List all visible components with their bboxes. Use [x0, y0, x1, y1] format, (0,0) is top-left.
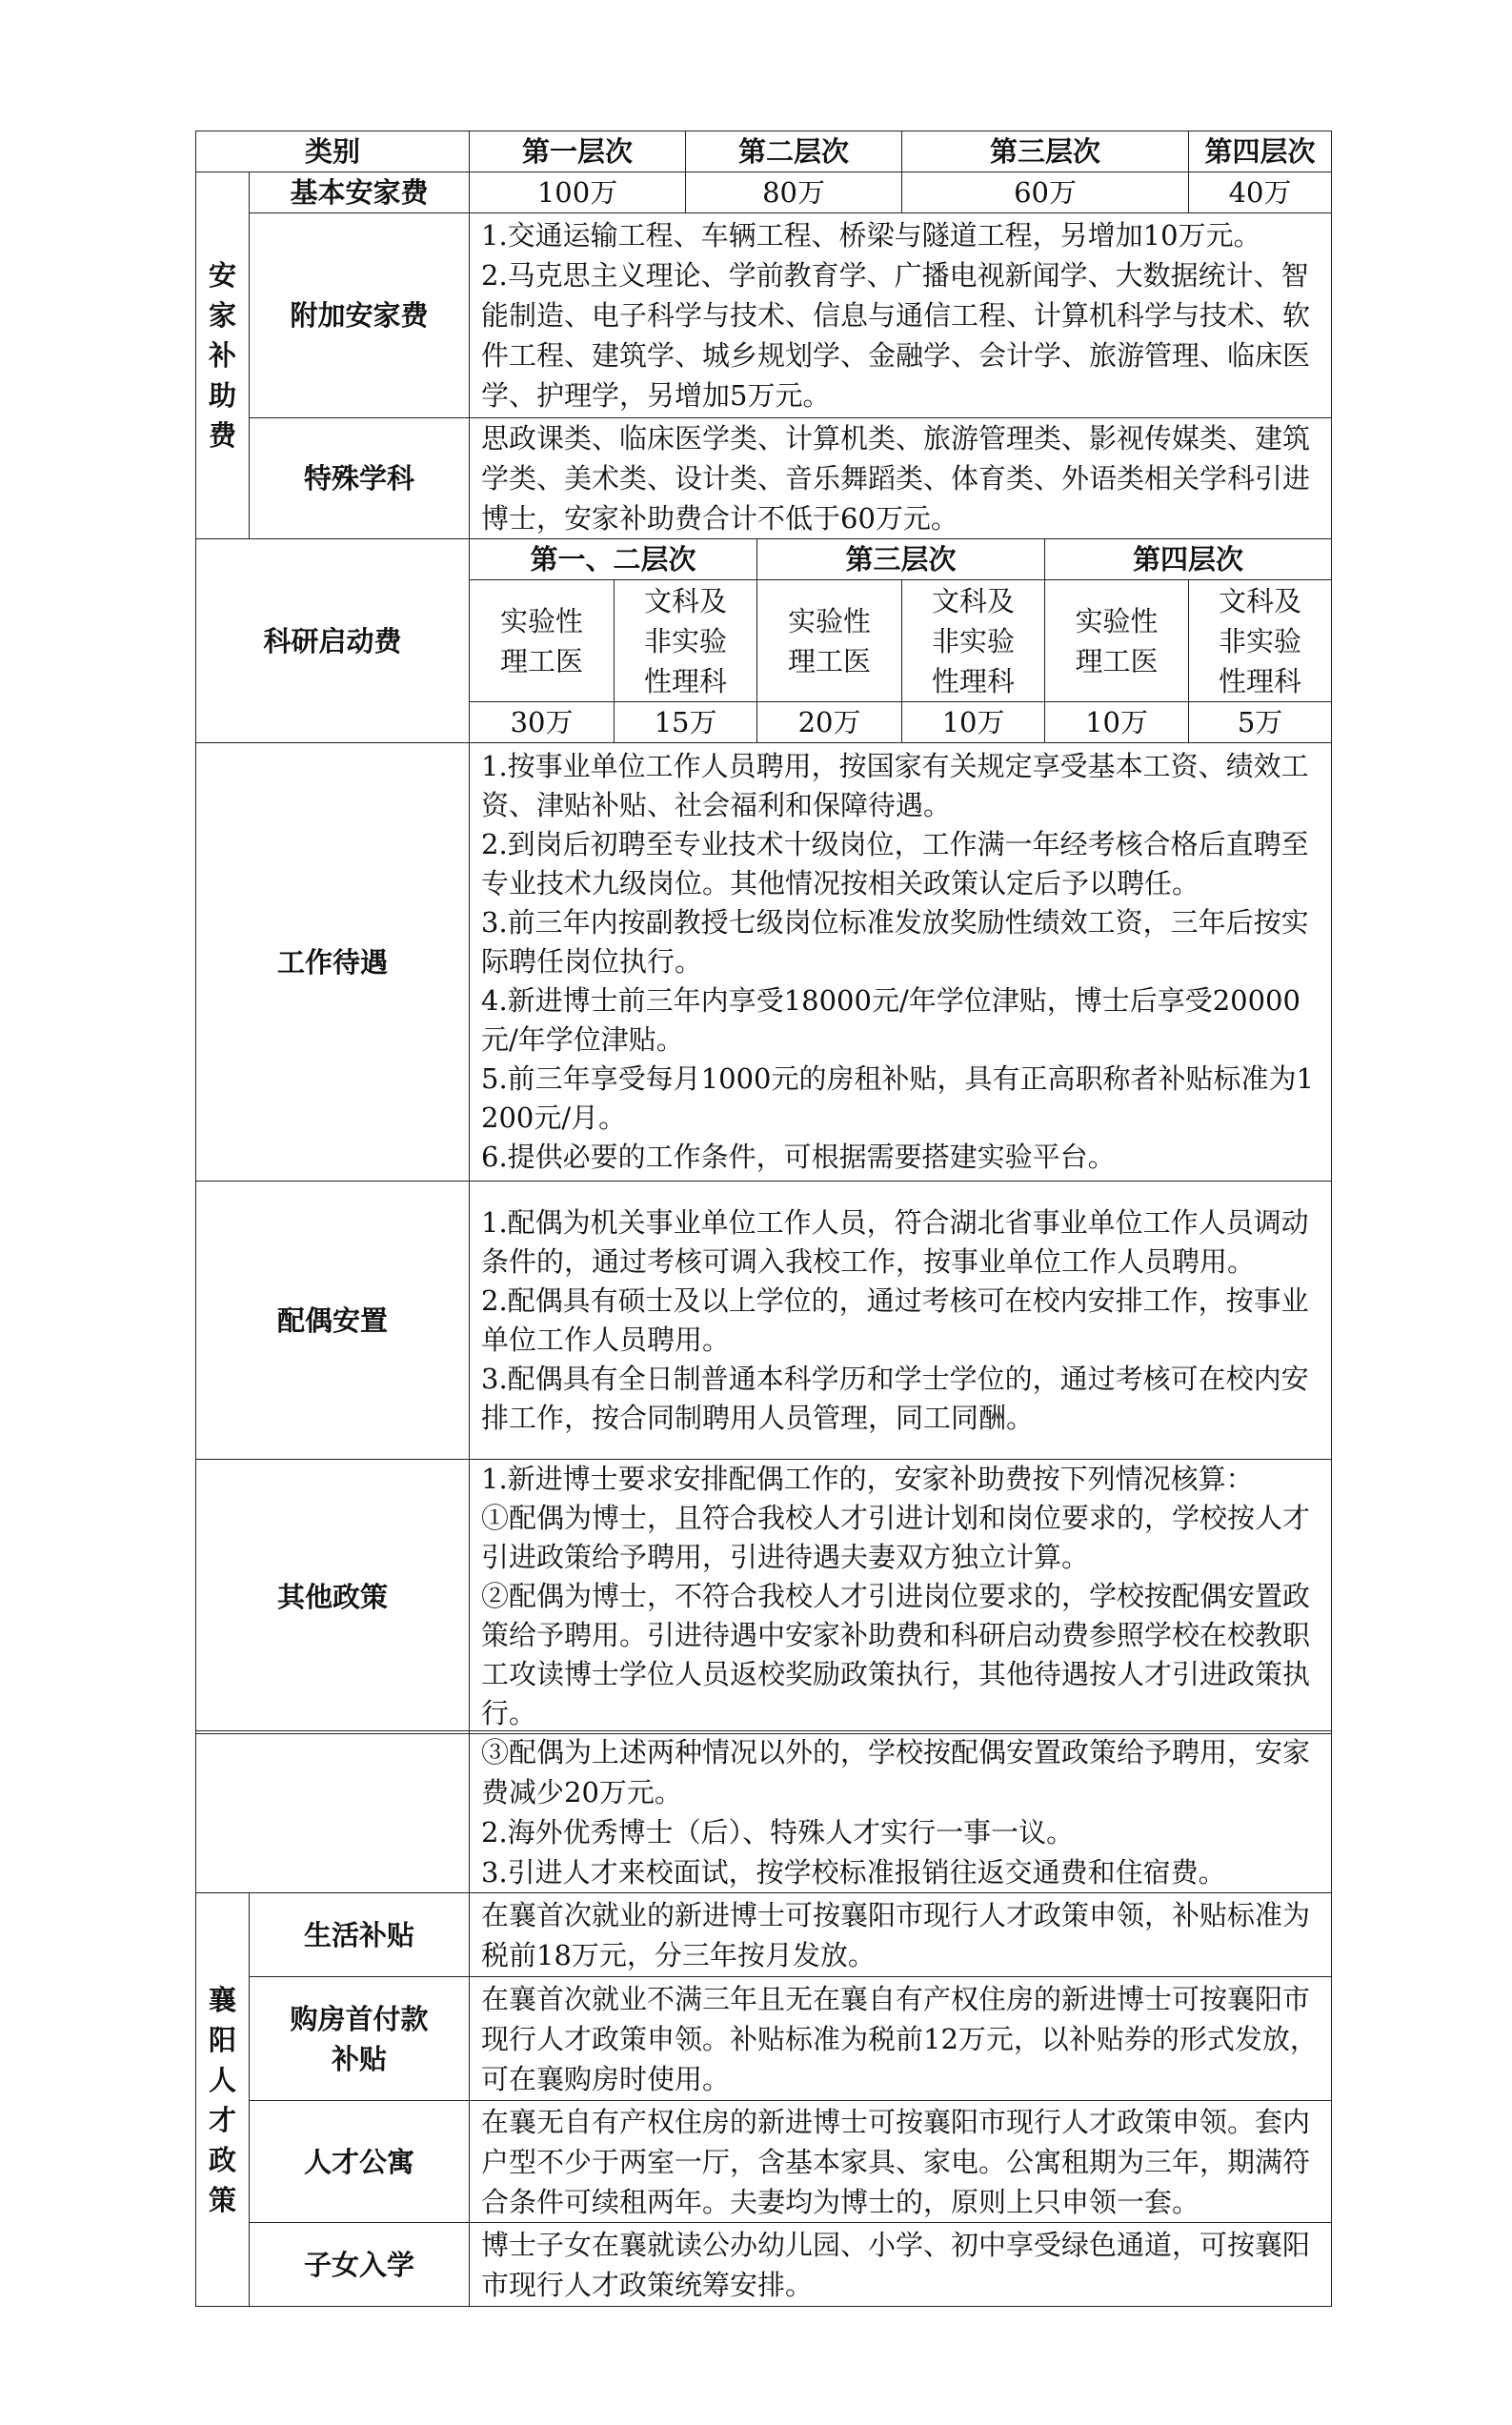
basic-settlement-label: 基本安家费	[250, 172, 470, 213]
research-type-6: 文科及非实验性理科	[1189, 580, 1332, 702]
research-type-3: 实验性理工医	[757, 580, 902, 702]
talent-apartment-label: 人才公寓	[250, 2101, 470, 2223]
other-policies-continued-text: ③配偶为上述两种情况以外的，学校按配偶安置政策给予聘用，安家费减少20万元。 2.海外优秀博士（后）、特殊人才实行一事一议。 3.引进人才来校面试，按学校标准报销往返交通费和住宿费。	[470, 1731, 1332, 1893]
policy-table-continued	[195, 1730, 1332, 2307]
policy-table-main	[195, 131, 1332, 1734]
special-disciplines-label: 特殊学科	[250, 418, 470, 539]
research-value-3: 20万	[757, 702, 902, 743]
basic-settlement-row	[196, 172, 1332, 213]
basic-value-3: 60万	[902, 172, 1189, 213]
down-payment-text: 在襄首次就业不满三年且无在襄自有产权住房的新进博士可按襄阳市现行人才政策申领。补贴标准为税前12万元，以补贴券的形式发放，可在襄购房时使用。	[470, 1977, 1332, 2101]
xiangyang-row-living	[196, 1893, 1332, 1977]
header-category: 类别	[196, 131, 470, 172]
basic-value-2: 80万	[686, 172, 902, 213]
research-value-6: 5万	[1189, 702, 1332, 743]
additional-settlement-row	[196, 213, 1332, 418]
children-school-label: 子女入学	[250, 2223, 470, 2307]
research-value-5: 10万	[1045, 702, 1189, 743]
other-policies-continued-label	[196, 1731, 470, 1893]
additional-settlement-label: 附加安家费	[250, 213, 470, 418]
down-payment-label: 购房首付款补贴	[250, 1977, 470, 2101]
research-type-1: 实验性理工医	[470, 580, 615, 702]
research-type-5: 实验性理工医	[1045, 580, 1189, 702]
header-level-4: 第四层次	[1189, 131, 1332, 172]
children-school-text: 博士子女在襄就读公办幼儿园、小学、初中享受绿色通道，可按襄阳市现行人才政策统筹安排。	[470, 2223, 1332, 2307]
xiangyang-row-housing	[196, 1977, 1332, 2101]
research-type-2: 文科及非实验性理科	[615, 580, 757, 702]
xiangyang-row-school	[196, 2223, 1332, 2307]
other-policies-text: 1.新进博士要求安排配偶工作的，安家补助费按下列情况核算： ①配偶为博士，且符合我校人才引进计划和岗位要求的，学校按人才引进政策给予聘用，引进待遇夫妻双方独立计算。 ②配偶为博士，不符合我校人才引进岗位要求的，学校按配偶安置政策给予聘用。引进待遇中安家补助费和科研启动费参照学校在校教职工攻读博士学位人员返校奖励政策执行，其他待遇按人才引进政策执行。	[470, 1460, 1332, 1734]
header-level-1: 第一层次	[470, 131, 686, 172]
research-value-1: 30万	[470, 702, 615, 743]
research-value-4: 10万	[902, 702, 1045, 743]
research-level-4: 第四层次	[1045, 539, 1332, 580]
other-policies-row	[196, 1460, 1332, 1734]
research-level-3: 第三层次	[757, 539, 1045, 580]
work-treatment-label: 工作待遇	[196, 743, 470, 1182]
spouse-placement-label: 配偶安置	[196, 1182, 470, 1460]
header-level-3: 第三层次	[902, 131, 1189, 172]
research-type-4: 文科及非实验性理科	[902, 580, 1045, 702]
research-value-2: 15万	[615, 702, 757, 743]
research-startup-label: 科研启动费	[196, 539, 470, 743]
special-disciplines-row	[196, 418, 1332, 539]
living-subsidy-text: 在襄首次就业的新进博士可按襄阳市现行人才政策申领，补贴标准为税前18万元，分三年按月发放。	[470, 1893, 1332, 1977]
living-subsidy-label: 生活补贴	[250, 1893, 470, 1977]
header-level-2: 第二层次	[686, 131, 902, 172]
header-row	[196, 131, 1332, 172]
basic-value-1: 100万	[470, 172, 686, 213]
other-policies-continued-row	[196, 1731, 1332, 1893]
xiangyang-group-label: 襄 阳 人 才 政 策	[196, 1893, 250, 2307]
special-disciplines-text: 思政课类、临床医学类、计算机类、旅游管理类、影视传媒类、建筑学类、美术类、设计类、音乐舞蹈类、体育类、外语类相关学科引进博士，安家补助费合计不低于60万元。	[470, 418, 1332, 539]
work-treatment-text: 1.按事业单位工作人员聘用，按国家有关规定享受基本工资、绩效工资、津贴补贴、社会福利和保障待遇。 2.到岗后初聘至专业技术十级岗位，工作满一年经考核合格后直聘至专业技术九级岗位。其他情况按相关政策认定后予以聘任。 3.前三年内按副教授七级岗位标准发放奖励性绩效工资，三年后按实际聘任岗位执行。 4.新进博士前三年内享受18000元/年学位津贴，博士后享受20000元/年学位津贴。 5.前三年享受每月1000元的房租补贴，具有正高职称者补贴标准为1200元/月。 6.提供必要的工作条件，可根据需要搭建实验平台。	[470, 743, 1332, 1182]
spouse-placement-row	[196, 1182, 1332, 1460]
additional-settlement-text: 1.交通运输工程、车辆工程、桥梁与隧道工程，另增加10万元。 2.马克思主义理论、学前教育学、广播电视新闻学、大数据统计、智能制造、电子科学与技术、信息与通信工程、计算机科学与技术、软件工程、建筑学、城乡规划学、金融学、会计学、旅游管理、临床医学、护理学，另增加5万元。	[470, 213, 1332, 418]
settlement-group-label: 安 家 补 助 费	[196, 172, 250, 539]
work-treatment-row	[196, 743, 1332, 1182]
research-level-1-2: 第一、二层次	[470, 539, 757, 580]
research-level-row	[196, 539, 1332, 580]
spouse-placement-text: 1.配偶为机关事业单位工作人员，符合湖北省事业单位工作人员调动条件的，通过考核可调入我校工作，按事业单位工作人员聘用。 2.配偶具有硕士及以上学位的，通过考核可在校内安排工作，按事业单位工作人员聘用。 3.配偶具有全日制普通本科学历和学士学位的，通过考核可在校内安排工作，按合同制聘用人员管理，同工同酬。	[470, 1182, 1332, 1460]
other-policies-label: 其他政策	[196, 1460, 470, 1734]
basic-value-4: 40万	[1189, 172, 1332, 213]
xiangyang-row-apartment	[196, 2101, 1332, 2223]
talent-apartment-text: 在襄无自有产权住房的新进博士可按襄阳市现行人才政策申领。套内户型不少于两室一厅，含基本家具、家电。公寓租期为三年，期满符合条件可续租两年。夫妻均为博士的，原则上只申领一套。	[470, 2101, 1332, 2223]
